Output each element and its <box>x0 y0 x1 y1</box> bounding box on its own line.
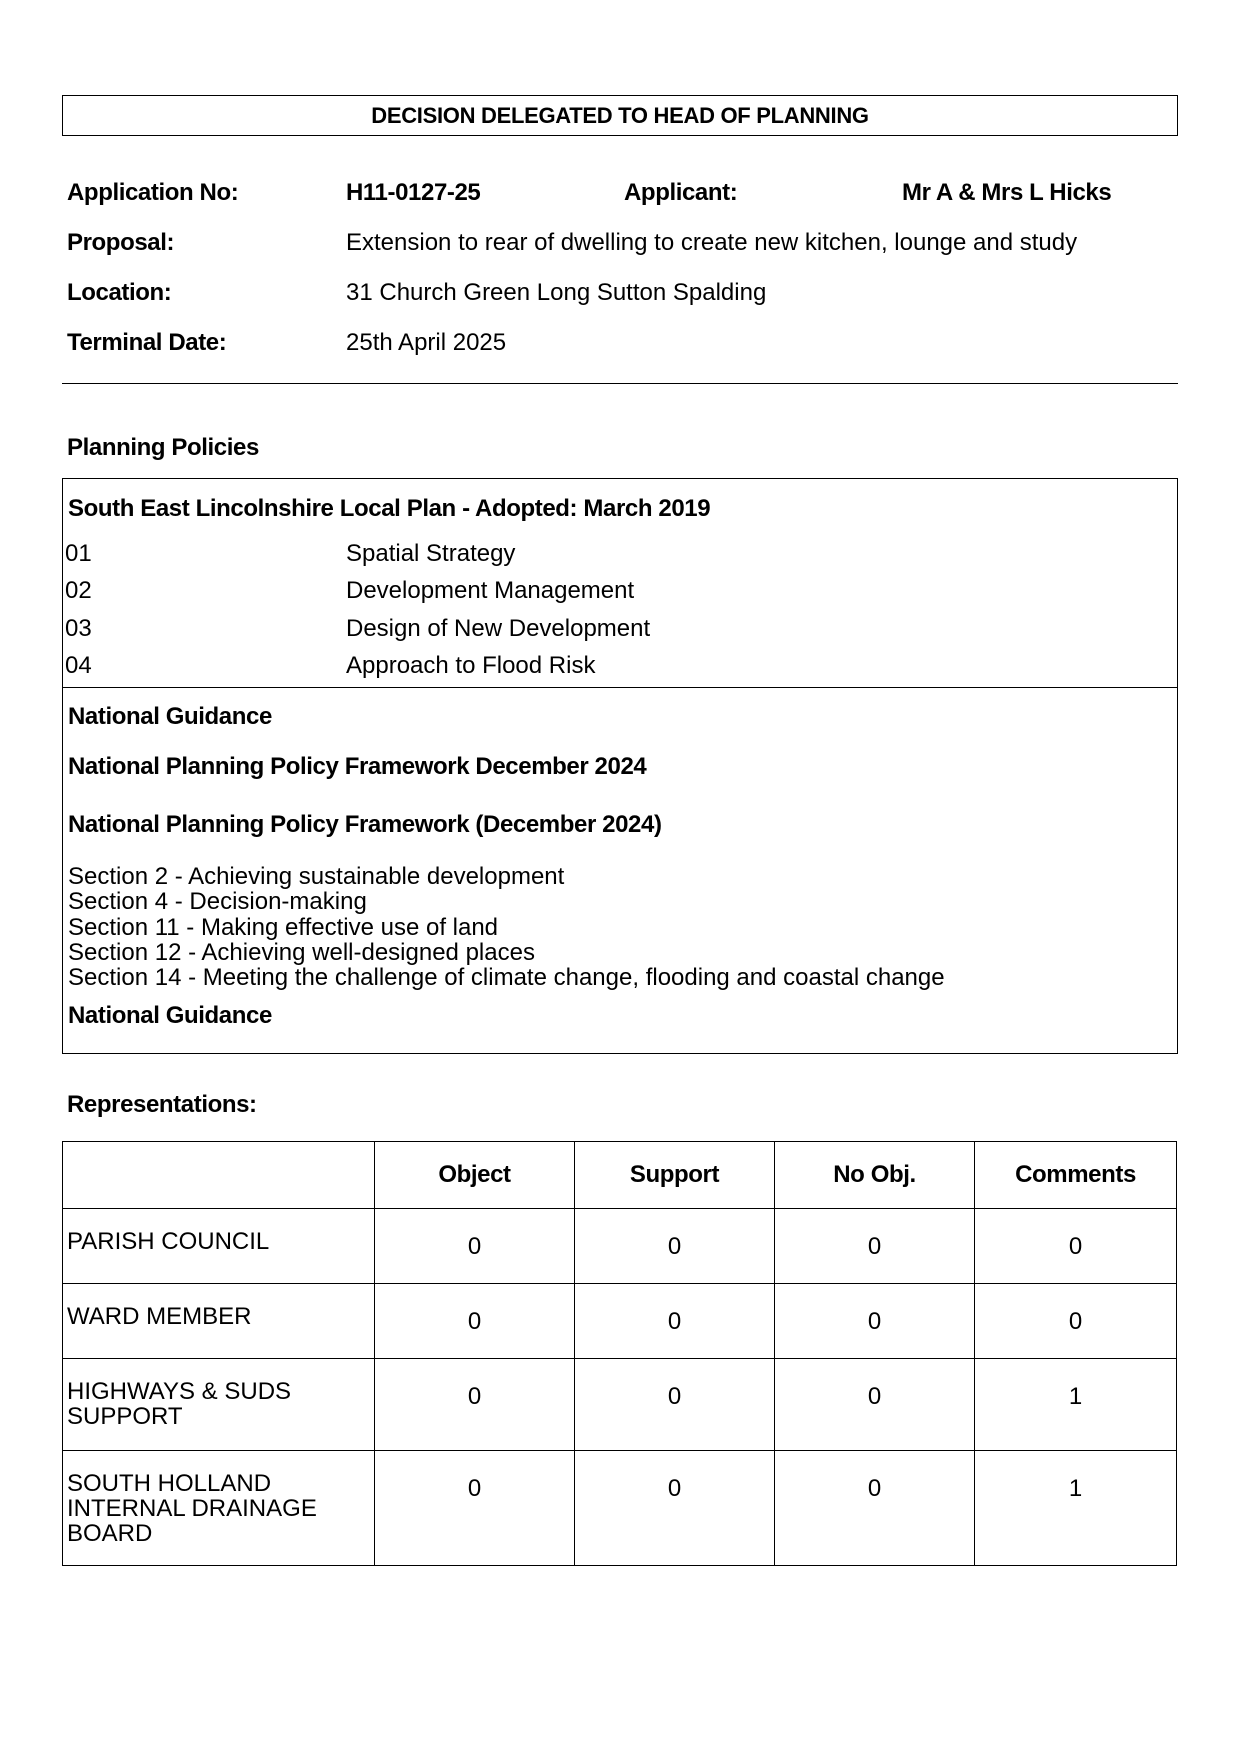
support-count: 0 <box>575 1209 775 1284</box>
support-count: 0 <box>575 1359 775 1451</box>
consultee-name: HIGHWAYS & SUDS SUPPORT <box>63 1359 375 1451</box>
table-header-row <box>63 1142 1177 1209</box>
consultee-name: PARISH COUNCIL <box>63 1209 375 1284</box>
object-count: 0 <box>375 1284 575 1359</box>
column-header: No Obj. <box>775 1142 975 1209</box>
proposal-value: Extension to rear of dwelling to create new kitchen, lounge and study <box>346 229 1078 256</box>
column-header: Support <box>575 1142 775 1209</box>
support-count: 0 <box>575 1451 775 1566</box>
terminal-date-label: Terminal Date: <box>67 329 227 356</box>
policy-row <box>63 537 1177 571</box>
nppf-section-item: Section 2 - Achieving sustainable development <box>68 863 565 890</box>
nppf-heading-secondary: National Planning Policy Framework (December 2024) <box>68 811 662 838</box>
object-count: 0 <box>375 1209 575 1284</box>
policy-row <box>63 612 1177 646</box>
national-guidance-heading: National Guidance <box>68 703 272 730</box>
policy-name: Development Management <box>346 577 635 604</box>
no-obj-count: 0 <box>775 1359 975 1451</box>
policy-name: Design of New Development <box>346 615 651 642</box>
local-plan-heading: South East Lincolnshire Local Plan - Adopted: March 2019 <box>68 495 711 522</box>
column-header: Object <box>375 1142 575 1209</box>
document-page <box>62 95 1178 1547</box>
terminal-date-value: 25th April 2025 <box>346 329 507 356</box>
consultee-name: SOUTH HOLLAND INTERNAL DRAINAGE BOARD <box>63 1451 375 1566</box>
representations-table <box>62 1141 1177 1566</box>
no-obj-count: 0 <box>775 1284 975 1359</box>
location-label: Location: <box>67 279 172 306</box>
document-title: DECISION DELEGATED TO HEAD OF PLANNING <box>62 95 1178 136</box>
support-count: 0 <box>575 1284 775 1359</box>
nppf-sections <box>68 864 945 990</box>
application-no-value: H11-0127-25 <box>346 179 481 206</box>
policy-divider <box>63 687 1177 688</box>
policy-row <box>63 649 1177 683</box>
planning-policies-heading: Planning Policies <box>67 434 259 461</box>
proposal-label: Proposal: <box>67 229 175 256</box>
table-row <box>63 1209 1177 1284</box>
table-row <box>63 1359 1177 1451</box>
comments-count: 1 <box>975 1359 1177 1451</box>
representations-heading: Representations: <box>67 1091 257 1118</box>
policy-name: Spatial Strategy <box>346 540 516 567</box>
column-header <box>63 1142 375 1209</box>
policy-number: 02 <box>65 577 92 604</box>
nppf-section-item: Section 4 - Decision-making <box>68 888 367 916</box>
comments-count: 1 <box>975 1451 1177 1566</box>
applicant-value: Mr A & Mrs L Hicks <box>902 179 1112 206</box>
location-value: 31 Church Green Long Sutton Spalding <box>346 279 767 306</box>
nppf-section-item: Section 14 - Meeting the challenge of climate change, flooding and coastal change <box>68 964 945 992</box>
no-obj-count: 0 <box>775 1451 975 1566</box>
comments-count: 0 <box>975 1284 1177 1359</box>
nppf-section-item: Section 11 - Making effective use of land <box>68 913 499 941</box>
table-row <box>63 1284 1177 1359</box>
nppf-section-item: Section 12 - Achieving well-designed places <box>68 938 535 966</box>
application-no-label: Application No: <box>67 179 239 206</box>
applicant-label: Applicant: <box>624 179 738 206</box>
nppf-heading: National Planning Policy Framework December 2024 <box>68 753 647 780</box>
policy-name: Approach to Flood Risk <box>346 652 596 679</box>
object-count: 0 <box>375 1359 575 1451</box>
national-guidance-footer: National Guidance <box>68 1002 272 1029</box>
column-header: Comments <box>975 1142 1177 1209</box>
object-count: 0 <box>375 1451 575 1566</box>
policy-number: 03 <box>65 615 92 642</box>
divider <box>62 383 1178 384</box>
consultee-name: WARD MEMBER <box>63 1284 375 1359</box>
no-obj-count: 0 <box>775 1209 975 1284</box>
policy-number: 04 <box>65 652 92 679</box>
table-row <box>63 1451 1177 1566</box>
comments-count: 0 <box>975 1209 1177 1284</box>
policy-number: 01 <box>65 540 92 567</box>
policy-row <box>63 574 1177 608</box>
policy-box <box>62 478 1178 1054</box>
